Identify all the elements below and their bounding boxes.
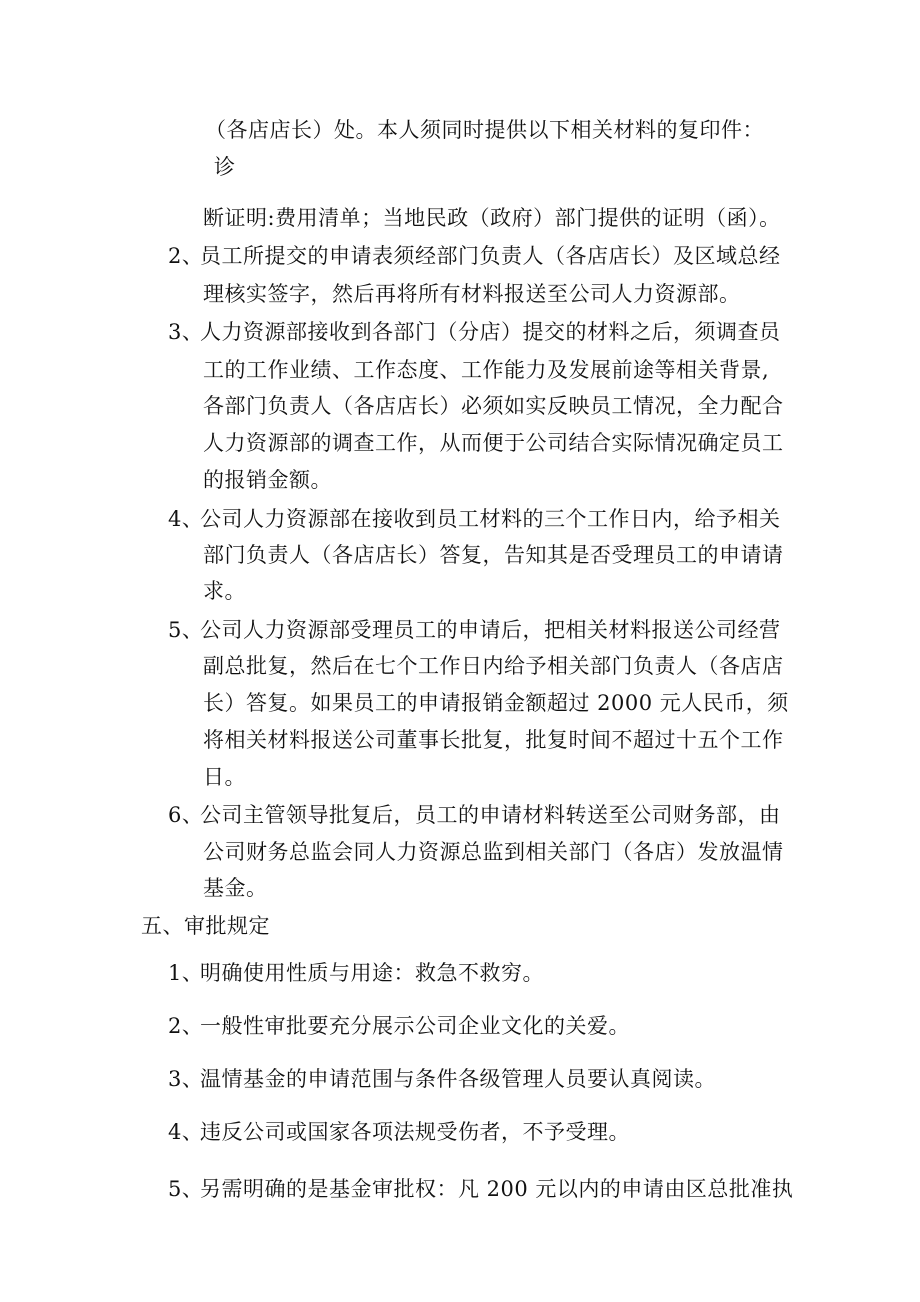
item-text: 明确使用性质与用途：救急不救穷。 [200, 961, 544, 985]
continuation-line: （各店店长）处。本人须同时提供以下相关材料的复印件： [205, 118, 764, 142]
item-text: 工的工作业绩、工作态度、工作能力及发展前途等相关背景, [203, 358, 770, 382]
approval-item-2 [168, 1012, 630, 1040]
item-number: 4、 [168, 507, 204, 531]
item-text: 一般性审批要充分展示公司企业文化的关爱。 [200, 1014, 630, 1038]
item-number: 6、 [168, 803, 204, 827]
item-text: 员工所提交的申请表须经部门负责人（各店店长）及区域总经 [200, 244, 781, 268]
item-number: 2、 [168, 244, 204, 268]
item-text: 违反公司或国家各项法规受伤者，不予受理。 [200, 1120, 630, 1144]
continuation-line: 断证明:费用清单；当地民政（政府）部门提供的证明（函）。 [203, 206, 781, 230]
approval-item-5 [168, 1175, 793, 1203]
item-number: 2、 [168, 1014, 204, 1038]
item-text: 公司财务总监会同人力资源总监到相关部门（各店）发放温情 [203, 840, 784, 864]
item-text: 公司人力资源部在接收到员工材料的三个工作日内，给予相关 [200, 507, 781, 531]
item-text: 求。 [203, 579, 246, 603]
item-number: 3、 [168, 1067, 204, 1091]
procedure-item-5 [168, 616, 781, 644]
item-number: 3、 [168, 320, 204, 344]
procedure-item-4 [168, 505, 781, 533]
item-number: 4、 [168, 1120, 204, 1144]
item-text: 各部门负责人（各店店长）必须如实反映员工情况，全力配合 [203, 394, 784, 418]
approval-item-1 [168, 959, 544, 987]
item-text: 长）答复。如果员工的申请报销金额超过 2000 元人民币，须 [203, 691, 789, 715]
item-text: 公司人力资源部受理员工的申请后，把相关材料报送公司经营 [200, 618, 781, 642]
item-number: 5、 [168, 618, 204, 642]
approval-item-3 [168, 1065, 716, 1093]
approval-item-4 [168, 1118, 630, 1146]
item-text: 另需明确的是基金审批权：凡 200 元以内的申请由区总批准执 [200, 1177, 794, 1201]
item-text: 的报销金额。 [203, 468, 332, 492]
procedure-item-3 [168, 318, 781, 346]
section-heading: 五、审批规定 [141, 914, 270, 938]
item-number: 5、 [168, 1177, 204, 1201]
item-text: 公司主管领导批复后，员工的申请材料转送至公司财务部，由 [200, 803, 781, 827]
procedure-item-6 [168, 801, 781, 829]
continuation-line: 诊 [214, 155, 236, 179]
item-text: 基金。 [203, 876, 268, 900]
item-text: 日。 [203, 765, 246, 789]
item-text: 温情基金的申请范围与条件各级管理人员要认真阅读。 [200, 1067, 716, 1091]
item-text: 理核实签字，然后再将所有材料报送至公司人力资源部。 [203, 282, 741, 306]
procedure-item-2 [168, 242, 781, 270]
item-text: 副总批复，然后在七个工作日内给予相关部门负责人（各店店 [203, 654, 784, 678]
item-text: 人力资源部的调查工作，从而便于公司结合实际情况确定员工 [203, 431, 784, 455]
item-number: 1、 [168, 961, 204, 985]
item-text: 将相关材料报送公司董事长批复，批复时间不超过十五个工作 [203, 728, 784, 752]
item-text: 人力资源部接收到各部门（分店）提交的材料之后，须调查员 [200, 320, 781, 344]
item-text: 部门负责人（各店店长）答复，告知其是否受理员工的申请请 [203, 543, 784, 567]
